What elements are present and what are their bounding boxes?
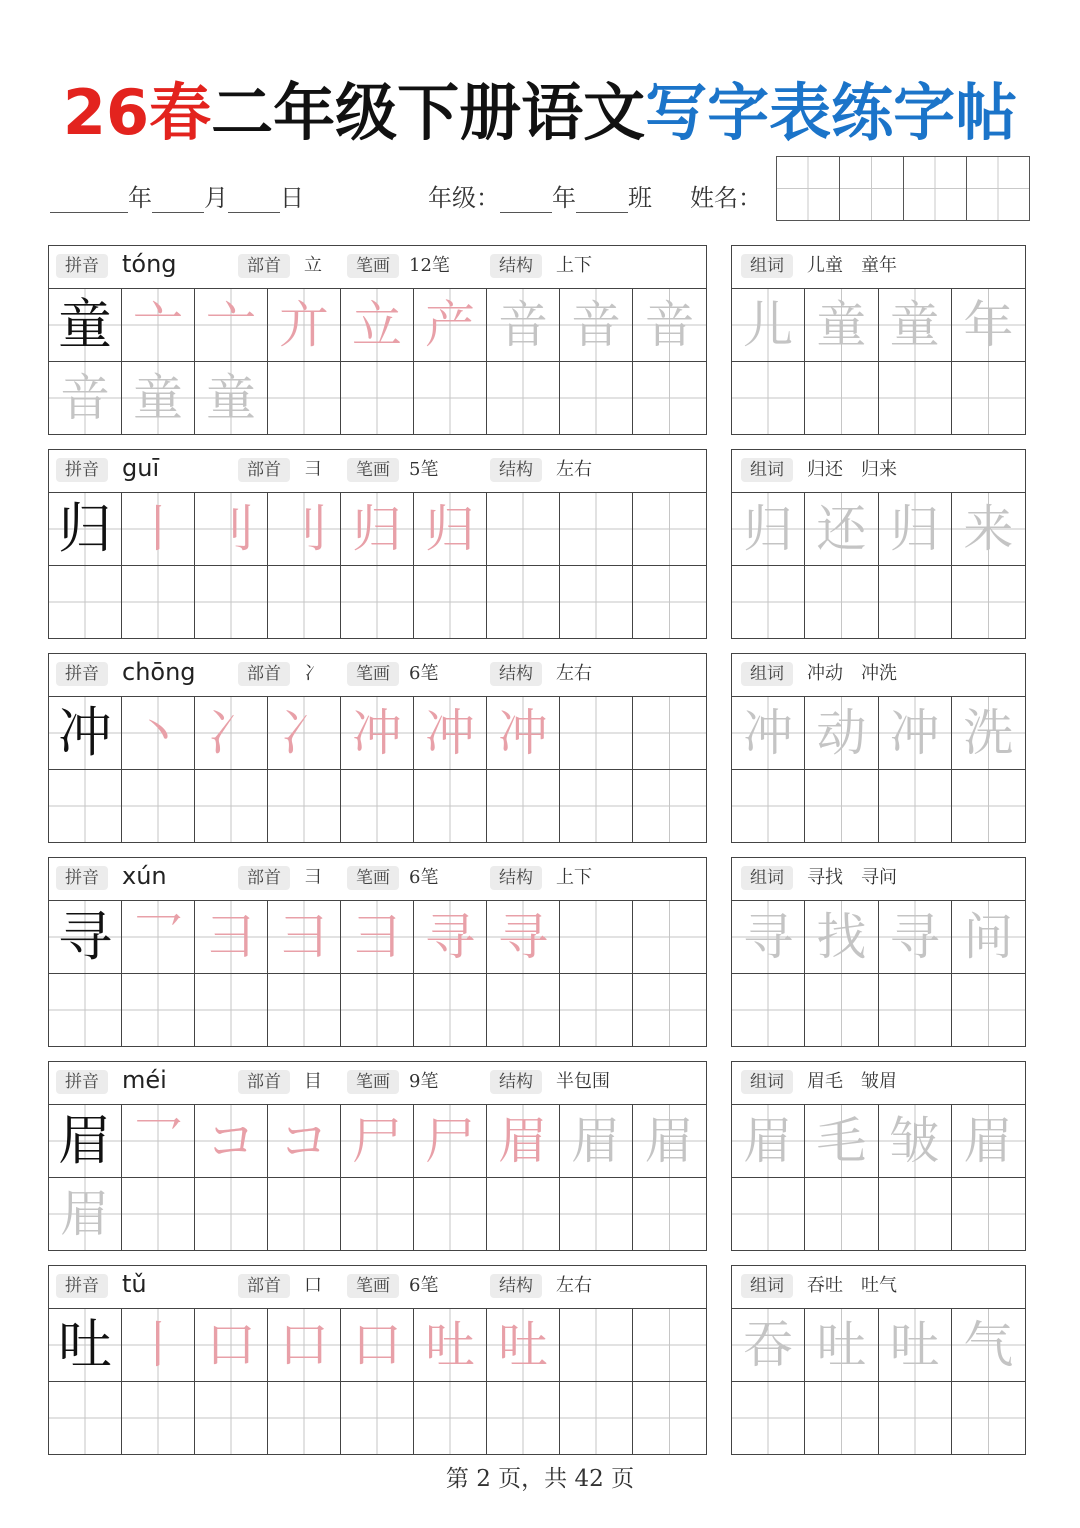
writing-cell[interactable] — [122, 1382, 195, 1455]
char-info-header — [49, 450, 706, 493]
writing-cell[interactable] — [49, 770, 122, 843]
writing-cell[interactable] — [732, 974, 805, 1047]
writing-cell[interactable] — [122, 974, 195, 1047]
writing-cell[interactable] — [732, 362, 805, 435]
writing-cell[interactable] — [268, 770, 341, 843]
writing-cell[interactable] — [341, 770, 414, 843]
writing-cell[interactable] — [879, 1178, 952, 1251]
radical-value: 彐 — [304, 867, 322, 888]
radical-value: 彐 — [304, 459, 322, 480]
stroke-order-cell[interactable]: 寻 — [414, 901, 487, 974]
writing-cell[interactable] — [560, 1309, 633, 1382]
word-trace-cell[interactable]: 寻 — [879, 901, 952, 974]
writing-cell[interactable] — [879, 566, 952, 639]
stroke-order-cell[interactable]: 冲 — [341, 697, 414, 770]
word-trace-cell[interactable]: 气 — [952, 1309, 1025, 1382]
word-grid — [732, 493, 1025, 638]
char-info-header — [49, 654, 706, 697]
char-practice-block — [48, 1265, 707, 1455]
class-blank[interactable] — [576, 186, 628, 213]
writing-cell[interactable] — [633, 697, 706, 770]
word-trace-cell[interactable]: 归 — [879, 493, 952, 566]
radical-label: 部首 — [238, 662, 290, 686]
writing-cell[interactable] — [633, 566, 706, 639]
writing-cell[interactable] — [195, 1178, 268, 1251]
pinyin-value: chōng — [122, 658, 196, 686]
writing-cell[interactable] — [341, 974, 414, 1047]
word-header — [732, 858, 1025, 901]
stroke-order-cell[interactable]: 眉 — [487, 1105, 560, 1178]
structure-value: 左右 — [556, 1275, 592, 1296]
stroke-order-cell[interactable]: 产 — [414, 289, 487, 362]
grade-unit: 年 — [552, 184, 576, 212]
word-header — [732, 1062, 1025, 1105]
writing-cell[interactable] — [633, 1178, 706, 1251]
writing-cell[interactable] — [560, 1178, 633, 1251]
word-grid — [732, 697, 1025, 842]
structure-value: 上下 — [556, 867, 592, 888]
writing-cell[interactable] — [414, 566, 487, 639]
stroke-order-cell[interactable]: 冲 — [414, 697, 487, 770]
writing-cell[interactable] — [805, 1382, 878, 1455]
pinyin-value: tóng — [122, 250, 177, 278]
writing-cell[interactable] — [487, 493, 560, 566]
writing-cell[interactable] — [633, 493, 706, 566]
radical-label: 部首 — [238, 1274, 290, 1298]
words-label: 组词 — [741, 1070, 793, 1094]
words-label: 组词 — [741, 662, 793, 686]
class-unit: 班 — [628, 184, 652, 212]
name-cell[interactable] — [904, 157, 967, 220]
practice-grid — [49, 697, 706, 842]
stroke-order-cell[interactable]: コ — [268, 1105, 341, 1178]
writing-cell[interactable] — [341, 362, 414, 435]
words-value: 冲动 冲洗 — [807, 663, 897, 684]
words-value: 吞吐 吐气 — [807, 1275, 897, 1296]
word-header — [732, 450, 1025, 493]
strokes-value: 9笔 — [409, 1071, 439, 1092]
name-cell[interactable] — [967, 157, 1029, 220]
stroke-order-cell[interactable]: 冫 — [268, 697, 341, 770]
writing-cell[interactable] — [560, 362, 633, 435]
stroke-order-cell[interactable]: 口 — [268, 1309, 341, 1382]
char-practice-block — [48, 1061, 707, 1251]
structure-label: 结构 — [490, 1274, 542, 1298]
structure-value: 半包围 — [556, 1071, 610, 1092]
writing-cell[interactable] — [195, 566, 268, 639]
writing-cell[interactable] — [805, 1178, 878, 1251]
writing-cell[interactable] — [414, 1178, 487, 1251]
writing-cell[interactable] — [879, 1382, 952, 1455]
strokes-label: 笔画 — [347, 1070, 399, 1094]
radical-label: 部首 — [238, 254, 290, 278]
trace-cell[interactable]: 音 — [49, 362, 122, 435]
practice-grid — [49, 493, 706, 638]
writing-cell[interactable] — [633, 974, 706, 1047]
word-trace-cell[interactable]: 归 — [732, 493, 805, 566]
trace-cell[interactable]: 眉 — [49, 1178, 122, 1251]
stroke-order-cell[interactable]: 彐 — [195, 901, 268, 974]
stroke-order-cell[interactable]: 尸 — [414, 1105, 487, 1178]
stroke-order-cell[interactable]: 吐 — [414, 1309, 487, 1382]
writing-cell[interactable] — [341, 1178, 414, 1251]
model-character: 冲 — [49, 697, 122, 770]
title-part-semester: 26春 — [62, 76, 212, 149]
stroke-order-cell[interactable]: 亠 — [122, 289, 195, 362]
writing-cell[interactable] — [879, 362, 952, 435]
stroke-order-cell[interactable]: 丶 — [122, 697, 195, 770]
stroke-order-cell[interactable]: 归 — [414, 493, 487, 566]
stroke-order-cell[interactable]: 尸 — [341, 1105, 414, 1178]
word-trace-cell[interactable]: 动 — [805, 697, 878, 770]
writing-cell[interactable] — [732, 1178, 805, 1251]
char-practice-block — [48, 449, 707, 639]
day-label: 日 — [280, 184, 304, 212]
writing-cell[interactable] — [195, 974, 268, 1047]
practice-grid — [49, 1309, 706, 1454]
pinyin-value: xún — [122, 862, 167, 890]
structure-value: 上下 — [556, 255, 592, 276]
writing-cell[interactable] — [732, 566, 805, 639]
writing-cell[interactable] — [487, 1178, 560, 1251]
writing-cell[interactable] — [49, 1382, 122, 1455]
writing-cell[interactable] — [633, 770, 706, 843]
writing-cell[interactable] — [560, 697, 633, 770]
word-header — [732, 654, 1025, 697]
day-blank[interactable] — [228, 186, 280, 213]
strokes-label: 笔画 — [347, 866, 399, 890]
writing-cell[interactable] — [560, 566, 633, 639]
pinyin-label: 拼音 — [56, 1070, 108, 1094]
structure-label: 结构 — [490, 1070, 542, 1094]
writing-cell[interactable] — [122, 770, 195, 843]
pinyin-label: 拼音 — [56, 662, 108, 686]
writing-cell[interactable] — [952, 770, 1025, 843]
grade-label: 年级： — [428, 184, 500, 212]
pinyin-value: méi — [122, 1066, 167, 1094]
structure-value: 左右 — [556, 459, 592, 480]
structure-label: 结构 — [490, 458, 542, 482]
radical-label: 部首 — [238, 1070, 290, 1094]
word-trace-cell[interactable]: 来 — [952, 493, 1025, 566]
word-trace-cell[interactable]: 冲 — [879, 697, 952, 770]
stroke-order-cell[interactable]: 丨 — [122, 493, 195, 566]
grade-class-line — [428, 178, 652, 213]
word-practice-block — [731, 653, 1026, 843]
words-label: 组词 — [741, 254, 793, 278]
structure-value: 左右 — [556, 663, 592, 684]
pinyin-label: 拼音 — [56, 866, 108, 890]
strokes-value: 6笔 — [409, 663, 439, 684]
practice-grid — [49, 289, 706, 434]
words-label: 组词 — [741, 1274, 793, 1298]
trace-cell[interactable]: 音 — [633, 289, 706, 362]
stroke-order-cell[interactable]: 丨 — [122, 1309, 195, 1382]
words-label: 组词 — [741, 458, 793, 482]
stroke-order-cell[interactable]: 立 — [341, 289, 414, 362]
pinyin-value: guī — [122, 454, 160, 482]
writing-cell[interactable] — [268, 566, 341, 639]
model-character: 眉 — [49, 1105, 122, 1178]
stroke-order-cell[interactable]: 口 — [195, 1309, 268, 1382]
writing-cell[interactable] — [487, 362, 560, 435]
writing-cell[interactable] — [49, 566, 122, 639]
words-value: 眉毛 皱眉 — [807, 1071, 897, 1092]
writing-cell[interactable] — [487, 1382, 560, 1455]
strokes-value: 6笔 — [409, 867, 439, 888]
writing-cell[interactable] — [633, 1309, 706, 1382]
strokes-value: 12笔 — [409, 255, 450, 276]
trace-cell[interactable]: 童 — [195, 362, 268, 435]
stroke-order-cell[interactable]: 乛 — [122, 901, 195, 974]
model-character: 寻 — [49, 901, 122, 974]
stroke-order-cell[interactable]: 冲 — [487, 697, 560, 770]
writing-cell[interactable] — [122, 566, 195, 639]
name-cell[interactable] — [840, 157, 903, 220]
strokes-label: 笔画 — [347, 662, 399, 686]
word-trace-cell[interactable]: 眉 — [952, 1105, 1025, 1178]
writing-cell[interactable] — [952, 974, 1025, 1047]
writing-cell[interactable] — [633, 1382, 706, 1455]
trace-cell[interactable]: 音 — [487, 289, 560, 362]
char-info-header — [49, 1266, 706, 1309]
writing-cell[interactable] — [49, 974, 122, 1047]
strokes-value: 6笔 — [409, 1275, 439, 1296]
word-trace-cell[interactable]: 吞 — [732, 1309, 805, 1382]
char-info-header — [49, 1062, 706, 1105]
structure-label: 结构 — [490, 866, 542, 890]
word-practice-block — [731, 1265, 1026, 1455]
word-trace-cell[interactable]: 皱 — [879, 1105, 952, 1178]
pinyin-value: tǔ — [122, 1270, 147, 1298]
word-grid — [732, 1105, 1025, 1250]
writing-cell[interactable] — [414, 974, 487, 1047]
strokes-label: 笔画 — [347, 254, 399, 278]
stroke-order-cell[interactable]: 吐 — [487, 1309, 560, 1382]
structure-label: 结构 — [490, 662, 542, 686]
char-info-header — [49, 858, 706, 901]
word-trace-cell[interactable]: 问 — [952, 901, 1025, 974]
name-label: 姓名： — [690, 184, 762, 212]
writing-cell[interactable] — [268, 974, 341, 1047]
word-practice-block — [731, 449, 1026, 639]
practice-grid — [49, 1105, 706, 1250]
practice-grid — [49, 901, 706, 1046]
radical-label: 部首 — [238, 458, 290, 482]
trace-cell[interactable]: 眉 — [560, 1105, 633, 1178]
stroke-order-cell[interactable]: 冫 — [195, 697, 268, 770]
writing-cell[interactable] — [487, 974, 560, 1047]
writing-cell[interactable] — [952, 1178, 1025, 1251]
writing-cell[interactable] — [560, 901, 633, 974]
writing-cell[interactable] — [633, 362, 706, 435]
char-practice-block — [48, 857, 707, 1047]
name-cell[interactable] — [777, 157, 840, 220]
structure-label: 结构 — [490, 254, 542, 278]
strokes-label: 笔画 — [347, 458, 399, 482]
word-trace-cell[interactable]: 吐 — [879, 1309, 952, 1382]
page-footer: 第 2 页，共 42 页 — [445, 1466, 635, 1492]
word-trace-cell[interactable]: 年 — [952, 289, 1025, 362]
char-practice-block — [48, 653, 707, 843]
name-box[interactable] — [776, 156, 1030, 221]
writing-cell[interactable] — [341, 1382, 414, 1455]
word-trace-cell[interactable]: 童 — [879, 289, 952, 362]
strokes-label: 笔画 — [347, 1274, 399, 1298]
word-trace-cell[interactable]: 冲 — [732, 697, 805, 770]
stroke-order-cell[interactable]: 刂 — [195, 493, 268, 566]
word-grid — [732, 289, 1025, 434]
writing-cell[interactable] — [952, 1382, 1025, 1455]
char-practice-block — [48, 245, 707, 435]
year-blank[interactable] — [50, 186, 128, 213]
grade-blank[interactable] — [500, 186, 552, 213]
title-part-grade: 二年级下册语文 — [211, 76, 646, 149]
stroke-order-cell[interactable]: 彐 — [341, 901, 414, 974]
word-grid — [732, 901, 1025, 1046]
radical-value: 口 — [304, 1275, 322, 1296]
writing-cell[interactable] — [560, 493, 633, 566]
stroke-order-cell[interactable]: 亣 — [268, 289, 341, 362]
stroke-order-cell[interactable]: 乛 — [122, 1105, 195, 1178]
writing-cell[interactable] — [805, 566, 878, 639]
writing-cell[interactable] — [341, 566, 414, 639]
page-title — [0, 78, 1080, 148]
title-part-workbook: 写字表练字帖 — [645, 76, 1018, 149]
trace-cell[interactable]: 童 — [122, 362, 195, 435]
writing-cell[interactable] — [805, 974, 878, 1047]
trace-cell[interactable]: 眉 — [633, 1105, 706, 1178]
pinyin-label: 拼音 — [56, 1274, 108, 1298]
writing-cell[interactable] — [195, 770, 268, 843]
word-grid — [732, 1309, 1025, 1454]
word-trace-cell[interactable]: 还 — [805, 493, 878, 566]
radical-value: 目 — [304, 1071, 322, 1092]
words-value: 归还 归来 — [807, 459, 897, 480]
words-value: 儿童 童年 — [807, 255, 897, 276]
month-blank[interactable] — [152, 186, 204, 213]
month-label: 月 — [204, 184, 228, 212]
writing-cell[interactable] — [879, 770, 952, 843]
writing-cell[interactable] — [268, 1382, 341, 1455]
strokes-value: 5笔 — [409, 459, 439, 480]
word-trace-cell[interactable]: 眉 — [732, 1105, 805, 1178]
words-label: 组词 — [741, 866, 793, 890]
model-character: 童 — [49, 289, 122, 362]
writing-cell[interactable] — [560, 974, 633, 1047]
word-trace-cell[interactable]: 毛 — [805, 1105, 878, 1178]
word-header — [732, 246, 1025, 289]
stroke-order-cell[interactable]: 归 — [341, 493, 414, 566]
radical-value: 立 — [304, 255, 322, 276]
model-character: 吐 — [49, 1309, 122, 1382]
word-trace-cell[interactable]: 寻 — [732, 901, 805, 974]
writing-cell[interactable] — [805, 362, 878, 435]
writing-cell[interactable] — [487, 770, 560, 843]
writing-cell[interactable] — [732, 770, 805, 843]
writing-cell[interactable] — [414, 1382, 487, 1455]
writing-cell[interactable] — [805, 770, 878, 843]
word-header — [732, 1266, 1025, 1309]
writing-cell[interactable] — [633, 901, 706, 974]
pinyin-label: 拼音 — [56, 254, 108, 278]
stroke-order-cell[interactable]: 刂 — [268, 493, 341, 566]
radical-label: 部首 — [238, 866, 290, 890]
writing-cell[interactable] — [732, 1382, 805, 1455]
writing-cell[interactable] — [879, 974, 952, 1047]
word-practice-block — [731, 857, 1026, 1047]
writing-cell[interactable] — [560, 1382, 633, 1455]
word-trace-cell[interactable]: 童 — [805, 289, 878, 362]
word-trace-cell[interactable]: 吐 — [805, 1309, 878, 1382]
stroke-order-cell[interactable]: 亠 — [195, 289, 268, 362]
word-practice-block — [731, 245, 1026, 435]
writing-cell[interactable] — [952, 566, 1025, 639]
word-trace-cell[interactable]: 找 — [805, 901, 878, 974]
words-value: 寻找 寻问 — [807, 867, 897, 888]
writing-cell[interactable] — [122, 1178, 195, 1251]
writing-cell[interactable] — [487, 566, 560, 639]
trace-cell[interactable]: 音 — [560, 289, 633, 362]
radical-value: 冫 — [304, 663, 322, 684]
writing-cell[interactable] — [268, 1178, 341, 1251]
word-trace-cell[interactable]: 洗 — [952, 697, 1025, 770]
char-info-header — [49, 246, 706, 289]
stroke-order-cell[interactable]: 口 — [341, 1309, 414, 1382]
stroke-order-cell[interactable]: 彐 — [268, 901, 341, 974]
date-line — [50, 178, 304, 213]
writing-cell[interactable] — [268, 362, 341, 435]
pinyin-label: 拼音 — [56, 458, 108, 482]
writing-cell[interactable] — [414, 362, 487, 435]
stroke-order-cell[interactable]: 寻 — [487, 901, 560, 974]
writing-cell[interactable] — [195, 1382, 268, 1455]
writing-cell[interactable] — [952, 362, 1025, 435]
word-practice-block — [731, 1061, 1026, 1251]
writing-cell[interactable] — [414, 770, 487, 843]
stroke-order-cell[interactable]: コ — [195, 1105, 268, 1178]
model-character: 归 — [49, 493, 122, 566]
word-trace-cell[interactable]: 儿 — [732, 289, 805, 362]
writing-cell[interactable] — [560, 770, 633, 843]
year-label: 年 — [128, 184, 152, 212]
